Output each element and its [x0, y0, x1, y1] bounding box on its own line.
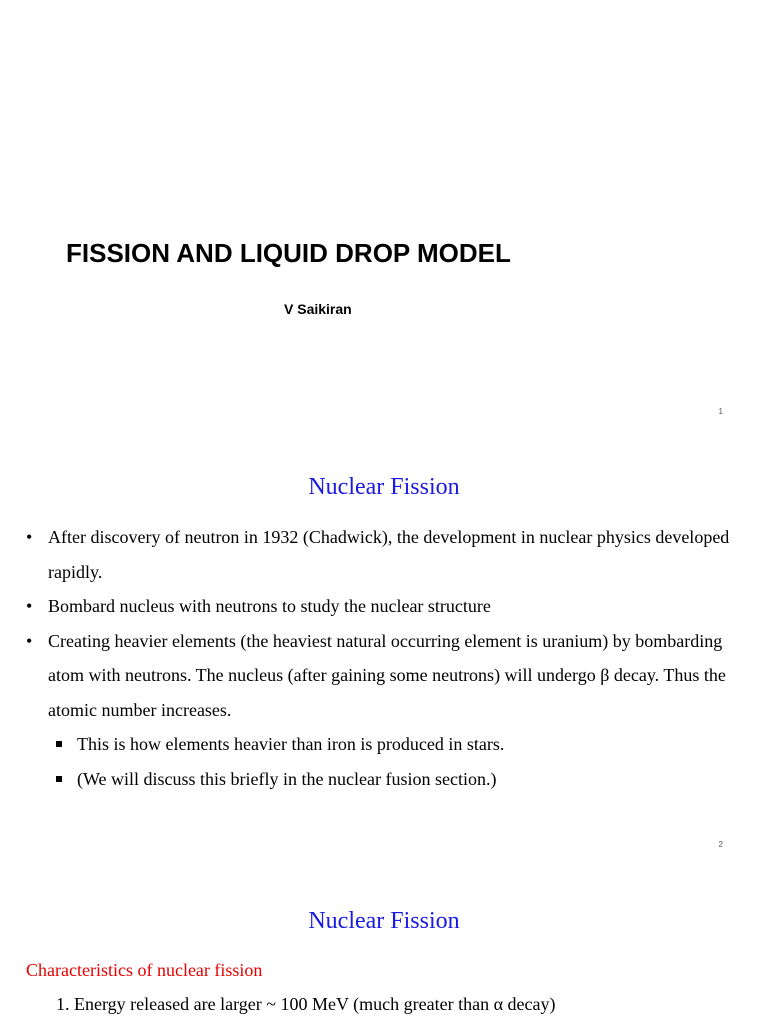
slide-heading: Nuclear Fission — [308, 908, 460, 934]
square-bullet-icon — [56, 741, 62, 747]
sub-bullet-item — [26, 727, 746, 762]
slide-1 — [0, 0, 768, 432]
sub-bullet-text: This is how elements heavier than iron is produced in stars. — [77, 734, 505, 754]
slide-3 — [0, 864, 768, 1024]
sub-bullet-item — [26, 762, 746, 797]
bullet-item: • Bombard nucleus with neutrons to study the nuclear structure — [26, 589, 746, 624]
bullet-list — [26, 520, 746, 796]
bullet-item: • Creating heavier elements (the heaviest natural occurring element is uranium) by bombarding atom with neutrons. The nucleus (after gaining some neutrons) will undergo β decay. Thus the atomic number increases. — [26, 624, 746, 728]
author-name: V Saikiran — [284, 301, 352, 317]
square-bullet-icon — [56, 776, 62, 782]
numbered-item: 1. Energy released are larger ~ 100 MeV (much greater than α decay) — [56, 994, 556, 1014]
page-number: 2 — [718, 840, 723, 849]
slide-title: FISSION AND LIQUID DROP MODEL — [66, 238, 511, 268]
slide-heading: Nuclear Fission — [308, 474, 460, 500]
bullet-item: • After discovery of neutron in 1932 (Chadwick), the development in nuclear physics developed rapidly. — [26, 520, 746, 589]
page-number: 1 — [718, 407, 723, 416]
section-subheading: Characteristics of nuclear fission — [26, 960, 263, 980]
sub-bullet-text: (We will discuss this briefly in the nuclear fusion section.) — [77, 768, 497, 789]
slide-2 — [0, 432, 768, 864]
